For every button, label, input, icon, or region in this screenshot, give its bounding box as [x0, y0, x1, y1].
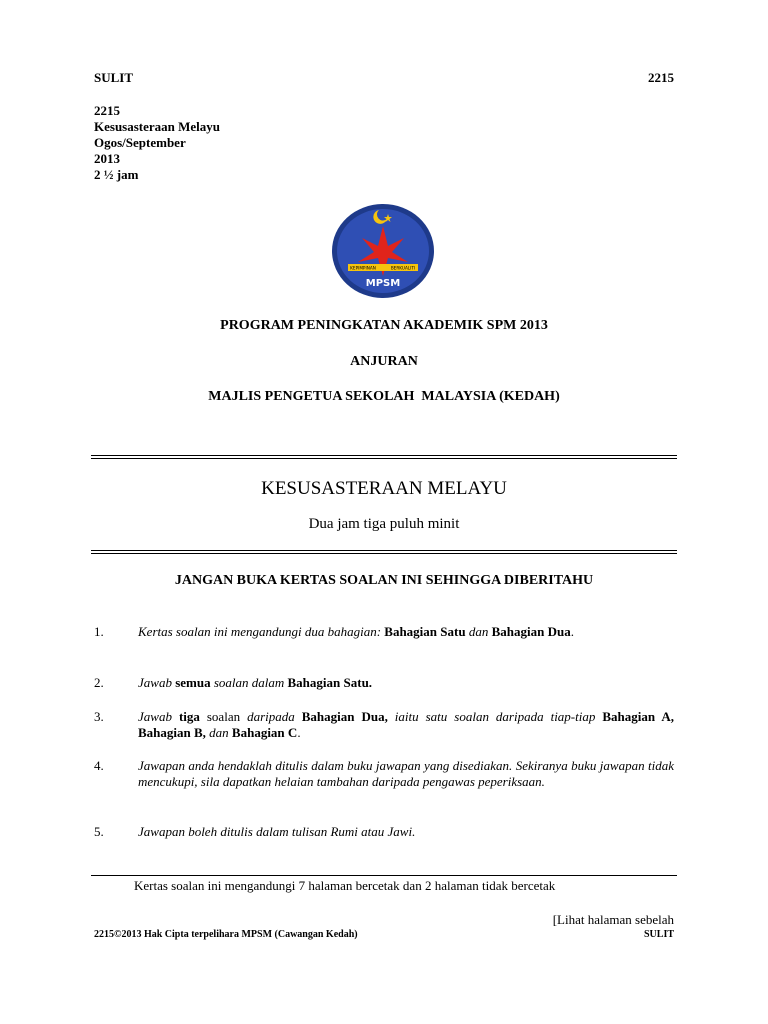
divider-top-1 [91, 455, 677, 456]
copyright-notice: 2215©2013 Hak Cipta terpelihara MPSM (Cawangan Kedah) [94, 929, 358, 940]
divider-footer [91, 875, 677, 876]
meta-month: Ogos/September [94, 135, 186, 150]
instruction-number: 3. [94, 709, 104, 724]
instruction-number: 2. [94, 675, 104, 690]
logo-ribbon-left: KEPIMPINAN [350, 265, 376, 271]
exam-meta [94, 103, 220, 183]
logo-text: MPSM [365, 278, 401, 289]
meta-year: 2013 [94, 151, 120, 166]
program-title: PROGRAM PENINGKATAN AKADEMIK SPM 2013 [220, 318, 548, 333]
next-page-note: [Lihat halaman sebelah [552, 912, 674, 927]
instruction-3: Jawab tiga soalan daripada Bahagian Dua, iaitu satu soalan daripada tiap-tiap Bahagian A, Bahagian B, dan Bahagian C. [138, 709, 674, 740]
instruction-number: 1. [94, 624, 104, 639]
meta-duration: 2 ½ jam [94, 167, 139, 182]
header-code: 2215 [648, 70, 674, 85]
instruction-5: Jawapan boleh ditulis dalam tulisan Rumi atau Jawi. [138, 824, 416, 839]
logo-ribbon-right: BERKUALITI [390, 265, 416, 271]
instruction-number: 5. [94, 824, 104, 839]
page-count-note: Kertas soalan ini mengandungi 7 halaman bercetak dan 2 halaman tidak bercetak [134, 878, 556, 893]
header-classification: SULIT [94, 70, 134, 85]
program-organizer: MAJLIS PENGETUA SEKOLAH MALAYSIA (KEDAH) [208, 389, 560, 404]
divider-mid-2 [91, 553, 677, 554]
footer-classification: SULIT [643, 929, 674, 940]
paper-duration: Dua jam tiga puluh minit [308, 516, 460, 532]
mpsm-logo [330, 202, 436, 300]
warning-text: JANGAN BUKA KERTAS SOALAN INI SEHINGGA DIBERITAHU [174, 573, 594, 588]
divider-mid-1 [91, 550, 677, 551]
paper-title: KESUSASTERAAN MELAYU [261, 478, 507, 499]
instruction-2: Jawab semua soalan dalam Bahagian Satu. [138, 675, 373, 690]
program-organizer-label: ANJURAN [350, 354, 418, 369]
instruction-number: 4. [94, 758, 104, 773]
instruction-1: Kertas soalan ini mengandungi dua bahagian: Bahagian Satu dan Bahagian Dua. [138, 624, 574, 639]
instruction-4: Jawapan anda hendaklah ditulis dalam buku jawapan yang disediakan. Sekiranya buku jawapan tidak mencukupi, sila dapatkan helaian tambahan daripada pengawas peperiksaan. [138, 758, 674, 789]
meta-subject: Kesusasteraan Melayu [94, 119, 221, 134]
meta-code: 2215 [94, 103, 120, 118]
divider-top-2 [91, 458, 677, 459]
